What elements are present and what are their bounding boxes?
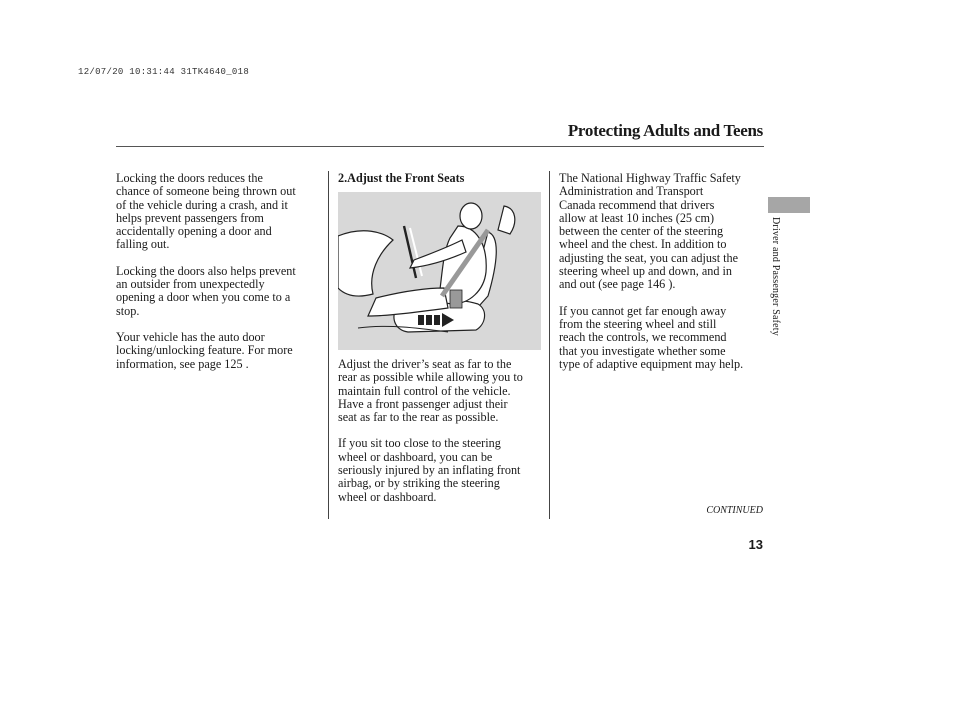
paragraph: If you sit too close to the steering wheel or dashboard, you can be seriously injured by an inflating front airbag, or by striking the steering wheel or dashboard. [338,436,521,504]
paragraph: If you cannot get far enough away from the steering wheel and still reach the controls, we recommend that you investigate whether some type of adaptive equipment may help. [559,303,744,371]
section-side-label: Driver and Passenger Safety [770,217,781,336]
column-divider [549,171,550,519]
column-1 [116,172,322,384]
page-title: Protecting Adults and Teens [567,121,763,140]
seat-adjust-illustration [338,192,541,350]
paragraph: The National Highway Traffic Safety Administration and Transport Canada recommend that drivers allow at least 10 inches (25 cm) between the center of the steering wheel and the chest. In addition to adjusting the seat, you can adjust the steering wheel up and down, and in and out (see page 146 ). [559,171,741,292]
paragraph: Your vehicle has the auto door locking/unlocking feature. For more information, see page 125 . [116,329,293,371]
column-2-body [338,358,544,517]
paragraph: Adjust the driver’s seat as far to the rear as possible while allowing you to maintain full control of the vehicle. Have a front passenger adjust their seat as far to the rear as possible. [338,357,523,425]
column-3 [559,172,765,384]
print-stamp: 12/07/20 10:31:44 31TK4640_018 [78,67,250,77]
paragraph: Locking the doors reduces the chance of someone being thrown out of the vehicle during a crash, and it helps prevent passengers from accidentally opening a door and falling out. [116,171,296,252]
page-number: 13 [748,537,763,552]
continued-label: CONTINUED [706,505,763,516]
section-tab [768,197,810,213]
paragraph: Locking the doors also helps prevent an outsider from unexpectedly opening a door when you come to a stop. [116,263,296,318]
column-divider [328,171,329,519]
section-heading: 2.Adjust the Front Seats [338,171,465,185]
title-rule [116,146,764,147]
column-2 [338,172,544,191]
seat-adjust-icon [338,192,541,350]
